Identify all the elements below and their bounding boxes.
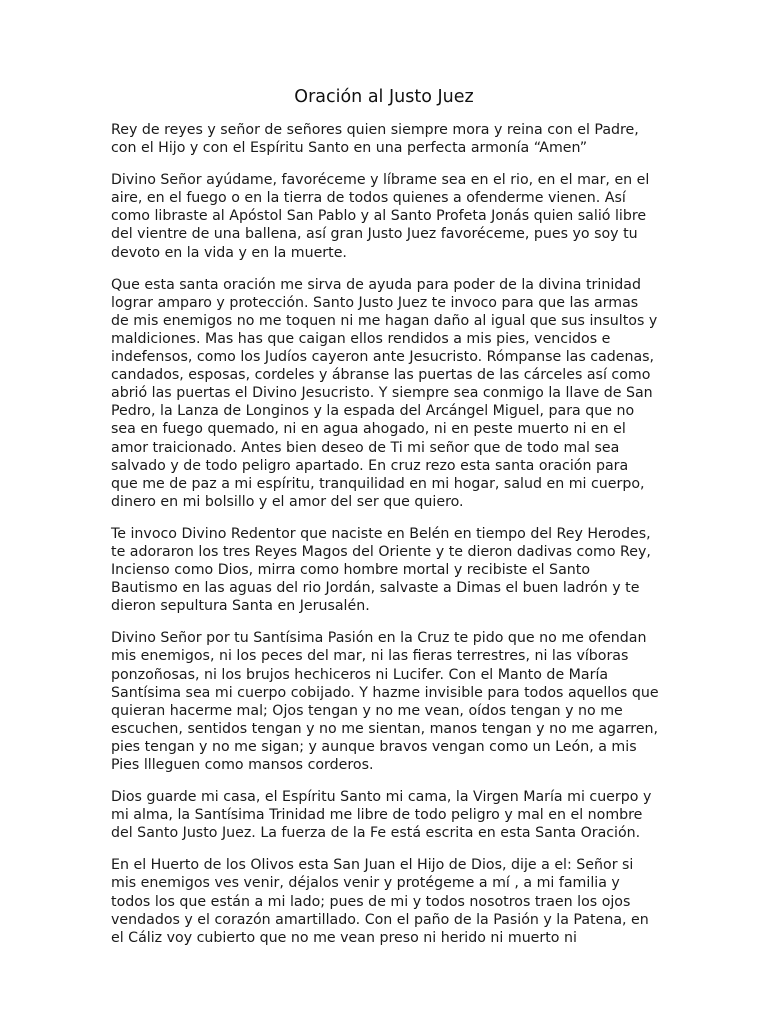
document-title: Oración al Justo Juez	[294, 87, 474, 107]
paragraph-line: Incienso como Dios, mirra como hombre mortal y recibiste el Santo	[111, 562, 590, 579]
paragraph-line: devoto en la vida y en la muerte.	[111, 244, 347, 261]
paragraph-line: de mis enemigos no me toquen ni me hagan daño al igual que sus insultos y	[111, 312, 658, 329]
paragraph-line: dieron sepultura Santa en Jerusalén.	[111, 598, 370, 615]
paragraph-line: En el Huerto de los Olivos esta San Juan el Hijo de Dios, dije a el: Señor si	[111, 857, 634, 874]
paragraph	[111, 276, 671, 511]
paragraph-line: candados, esposas, cordeles y ábranse las puertas de las cárceles así como	[111, 367, 651, 384]
paragraph-line: Rey de reyes y señor de señores quien siempre mora y reina con el Padre,	[111, 122, 639, 138]
paragraph-line: aire, en el fuego o en la tierra de todos quienes a ofenderme vienen. Así	[111, 190, 626, 207]
paragraph-line: todos los que están a mi lado; pues de mi y todos nosotros traen los ojos	[111, 893, 631, 910]
paragraph	[111, 856, 671, 946]
paragraph-line: mi alma, la Santísima Trinidad me libre de todo peligro y mal en el nombre	[111, 807, 643, 824]
paragraph-line: escuchen, sentidos tengan y no me sientan, manos tengan y no me agarren,	[111, 720, 659, 737]
paragraph-line: el Cáliz voy cubierto que no me vean preso ni herido ni muerto ni	[111, 929, 577, 946]
paragraph-line: salvado y de todo peligro apartado. En cruz rezo esta santa oración para	[111, 457, 629, 474]
paragraph-line: quieran hacerme mal; Ojos tengan y no me vean, oídos tengan y no me	[111, 702, 623, 719]
paragraph	[111, 121, 671, 157]
paragraph-line: Divino Señor por tu Santísima Pasión en la Cruz te pido que no me ofendan	[111, 630, 647, 647]
paragraph-line: Pies llleguen como mansos corderos.	[111, 757, 374, 773]
paragraph-line: mis enemigos ves venir, déjalos venir y protégeme a mí , a mi familia y	[111, 875, 620, 892]
paragraph-line: indefensos, como los Judíos cayeron ante Jesucristo. Rómpanse las cadenas,	[111, 349, 655, 366]
paragraph-line: vendados y el corazón amartillado. Con el paño de la Pasión y la Patena, en	[111, 911, 649, 928]
paragraph-line: como libraste al Apóstol San Pablo y al Santo Profeta Jonás quien salió libre	[111, 208, 647, 225]
paragraph-line: amor traicionado. Antes bien deseo de Ti mi señor que de todo mal sea	[111, 439, 620, 456]
paragraph-line: Te invoco Divino Redentor que naciste en Belén en tiempo del Rey Herodes,	[111, 525, 651, 542]
paragraph-line: Santísima sea mi cuerpo cobijado. Y hazme invisible para todos aquellos que	[111, 684, 659, 701]
paragraph-line: del Santo Justo Juez. La fuerza de la Fe está escrita en esta Santa Oración.	[111, 825, 641, 842]
paragraph	[111, 525, 671, 615]
paragraph-line: ponzoñosas, ni los brujos hechiceros ni Lucifer. Con el Manto de María	[111, 666, 609, 683]
paragraph-line: con el Hijo y con el Espíritu Santo en una perfecta armonía “Amen”	[111, 140, 588, 157]
paragraph-line: Dios guarde mi casa, el Espíritu Santo mi cama, la Virgen María mi cuerpo y	[111, 789, 652, 806]
paragraph-line: Pedro, la Lanza de Longinos y la espada del Arcángel Miguel, para que no	[111, 403, 635, 420]
paragraph-line: sea en fuego quemado, ni en agua ahogado, ni en peste muerto ni en el	[111, 421, 626, 438]
document-body	[111, 121, 671, 961]
paragraph-line: Divino Señor ayúdame, favoréceme y líbrame sea en el rio, en el mar, en el	[111, 172, 650, 189]
paragraph	[111, 788, 671, 842]
paragraph-line: Que esta santa oración me sirva de ayuda para poder de la divina trinidad	[111, 276, 641, 293]
paragraph-line: lograr amparo y protección. Santo Justo Juez te invoco para que las armas	[111, 294, 639, 311]
paragraph-line: dinero en mi bolsillo y el amor del ser que quiero.	[111, 493, 464, 510]
paragraph-line: que me de paz a mi espíritu, tranquilidad en mi hogar, salud en mi cuerpo,	[111, 475, 645, 492]
paragraph-line: mis enemigos, ni los peces del mar, ni las fieras terrestres, ni las víboras	[111, 648, 629, 665]
paragraph	[111, 171, 671, 261]
paragraph-line: maldiciones. Mas has que caigan ellos rendidos a mis pies, vencidos e	[111, 330, 611, 347]
paragraph-line: del vientre de una ballena, así gran Justo Juez favoréceme, pues yo soy tu	[111, 226, 638, 243]
paragraph-line: te adoraron los tres Reyes Magos del Oriente y te dieron dadivas como Rey,	[111, 543, 651, 560]
paragraph-line: abrió las puertas el Divino Jesucristo. Y siempre sea conmigo la llave de San	[111, 385, 653, 402]
paragraph-line: pies tengan y no me sigan; y aunque bravos vengan como un León, a mis	[111, 738, 637, 755]
paragraph	[111, 629, 671, 774]
paragraph-line: Bautismo en las aguas del rio Jordán, salvaste a Dimas el buen ladrón y te	[111, 580, 640, 597]
